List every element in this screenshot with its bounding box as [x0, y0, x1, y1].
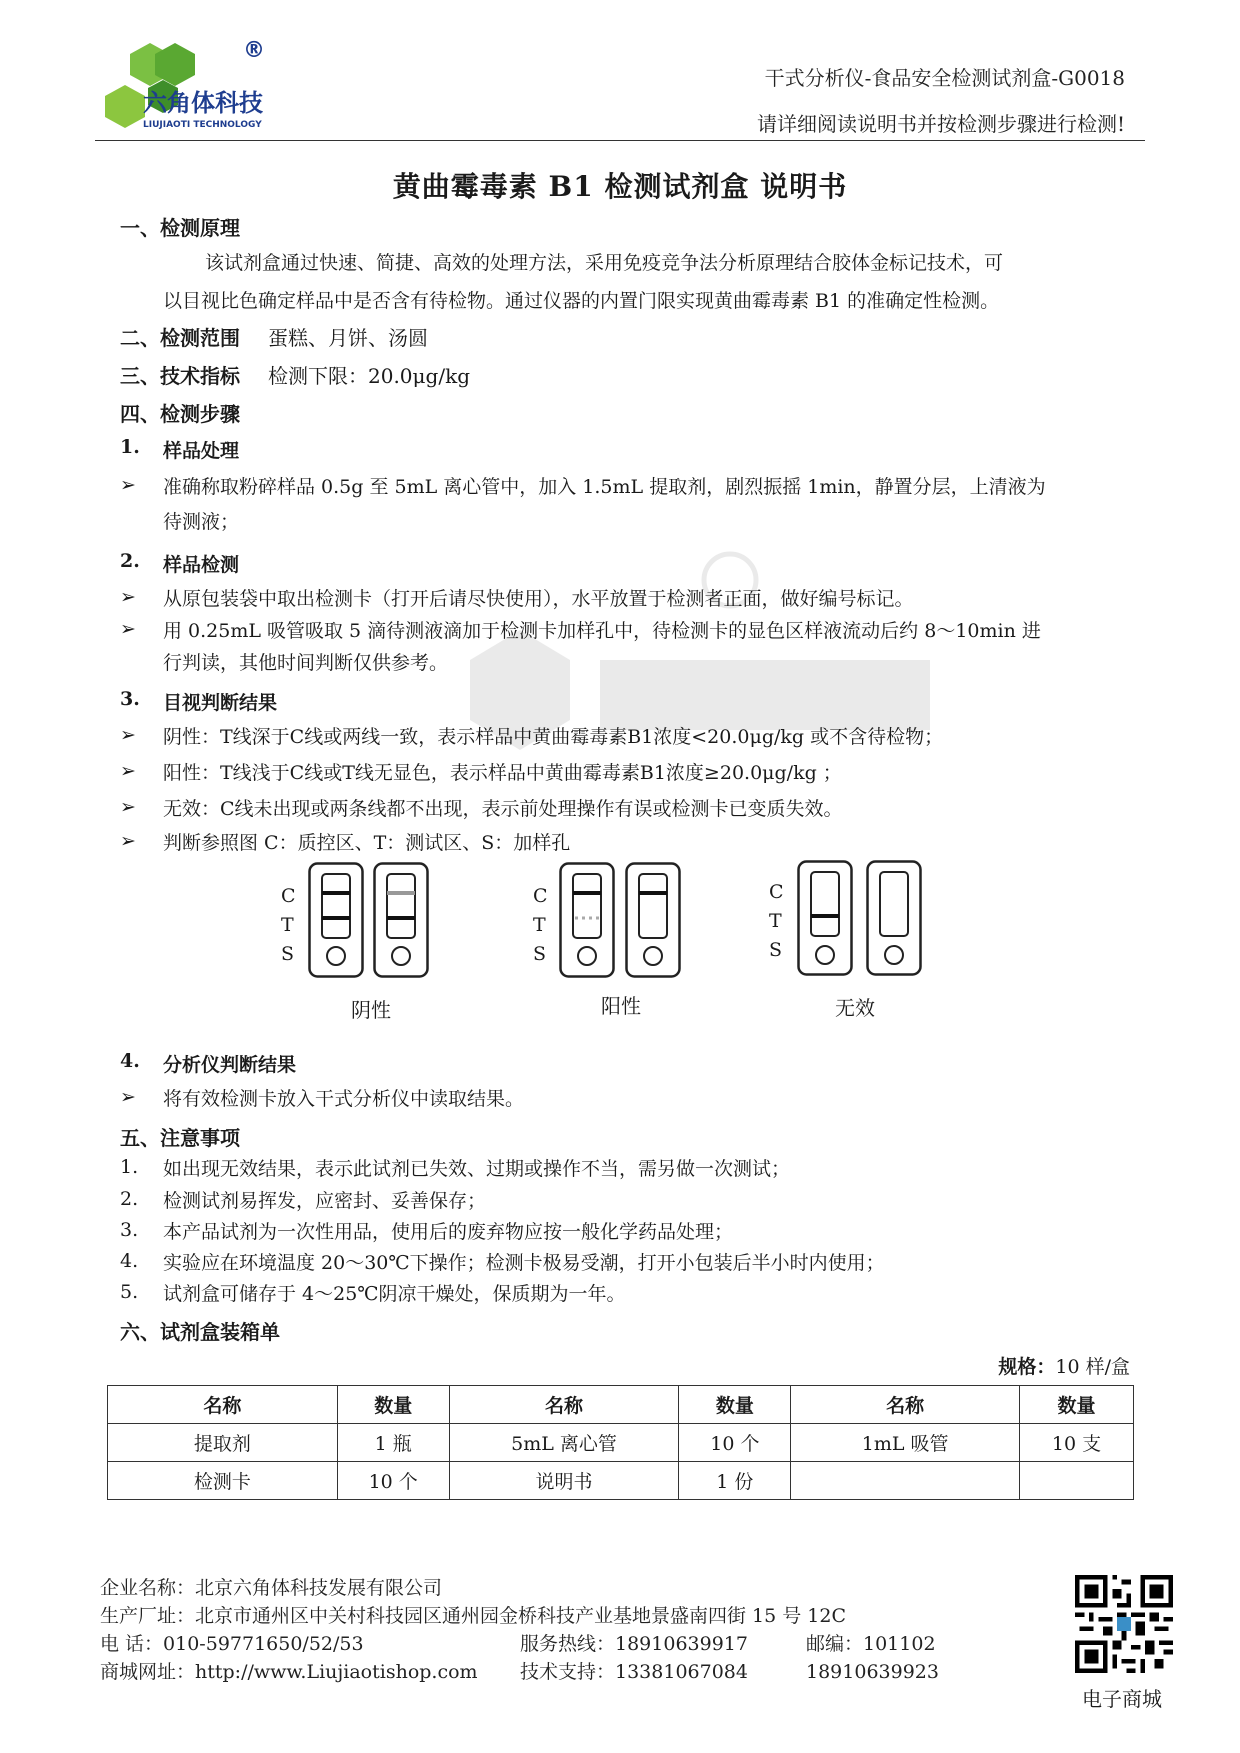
- result-negative: 阴性：T线深于C线或两线一致，表示样品中黄曲霉毒素B1浓度<20.0μg/kg 或不含待检物；: [163, 726, 944, 748]
- note-number: 4.: [120, 1250, 139, 1272]
- principle-line-2: 以目视比色确定样品中是否含有待检物。通过仪器的内置门限实现黄曲霉毒素 B1 的准确定性检测。: [163, 290, 1000, 312]
- diagram-letters-invalid: [769, 878, 784, 965]
- diagram-letters-positive: [533, 882, 548, 969]
- scope-value: 蛋糕、月饼、汤圆: [268, 326, 428, 350]
- table-cell: 检测卡: [108, 1462, 338, 1500]
- section-scope-heading: 二、检测范围: [120, 326, 240, 350]
- table-cell: 1mL 吸管: [791, 1424, 1020, 1462]
- section-procedure-heading: 四、检测步骤: [120, 402, 240, 426]
- footer-phone: 电 话：010-59771650/52/53: [100, 1633, 364, 1655]
- column-header: 名称: [791, 1386, 1020, 1424]
- step-1-number: 1.: [120, 436, 140, 458]
- letter-s: S: [281, 943, 295, 965]
- step-2-bullet-1: 从原包装袋中取出检测卡（打开后请尽快使用），水平放置于检测者正面，做好编号标记。: [163, 588, 914, 610]
- spec-amount: 10 样/盒: [1055, 1356, 1130, 1378]
- step-4-title: 分析仪判断结果: [163, 1054, 297, 1076]
- footer-website: 商城网址：http://www.Liujiaotishop.com: [100, 1661, 478, 1683]
- step-1-title: 样品处理: [163, 440, 240, 462]
- note-number: 5.: [120, 1281, 139, 1303]
- letter-t: T: [533, 914, 546, 936]
- column-header: 名称: [449, 1386, 679, 1424]
- qr-code-label: 电子商城: [1082, 1687, 1162, 1711]
- step-2-bullet-2-line-1: 用 0.25mL 吸管吸取 5 滴待测液滴加于检测卡加样孔中，待检测卡的显色区样液流动后约 8～10min 进: [163, 620, 1041, 642]
- footer-address: 生产厂址：北京市通州区中关村科技园区通州园金桥科技产业基地景盛南四街 15 号 12C: [100, 1605, 847, 1627]
- principle-line-1: 该试剂盒通过快速、简捷、高效的处理方法，采用免疫竞争法分析原理结合胶体金标记技术，可: [205, 252, 1004, 274]
- column-header: 名称: [108, 1386, 338, 1424]
- test-card-invalid-1: [797, 860, 853, 976]
- registered-mark: ®: [243, 38, 265, 63]
- bullet-arrow-icon: ➢: [120, 830, 136, 852]
- result-positive: 阳性：T线浅于C线或T线无显色，表示样品中黄曲霉毒素B1浓度≥20.0μg/kg ；: [163, 762, 842, 784]
- bullet-arrow-icon: ➢: [120, 796, 136, 818]
- footer-company: 企业名称：北京六角体科技发展有限公司: [100, 1577, 443, 1599]
- test-card-negative-1: [308, 862, 364, 978]
- test-card-positive-2: [625, 862, 681, 978]
- test-card-invalid-2: [866, 860, 922, 976]
- section-notes-heading: 五、注意事项: [120, 1126, 240, 1150]
- letter-t: T: [281, 914, 294, 936]
- footer-support: 技术支持：13381067084: [520, 1661, 748, 1683]
- letter-c: C: [533, 885, 548, 907]
- header-divider: [95, 140, 1145, 141]
- table-cell: [1020, 1462, 1134, 1500]
- note-item: 如出现无效结果，表示此试剂已失效、过期或操作不当，需另做一次测试；: [163, 1158, 791, 1180]
- table-cell: 10 支: [1020, 1424, 1134, 1462]
- brand-name-en: LIUJIAOTI TECHNOLOGY: [143, 120, 262, 130]
- note-number: 3.: [120, 1219, 139, 1241]
- table-cell: 提取剂: [108, 1424, 338, 1462]
- table-cell: 5mL 离心管: [449, 1424, 679, 1462]
- spec-value: 检测下限：20.0μg/kg: [268, 364, 470, 388]
- step-1-bullet-line-2: 待测液；: [163, 511, 240, 533]
- table-row: [108, 1424, 1134, 1462]
- spec-label: 规格：: [998, 1356, 1056, 1378]
- table-cell: 10 个: [337, 1462, 449, 1500]
- footer-hotline: 服务热线：18910639917: [520, 1633, 748, 1655]
- step-2-number: 2.: [120, 550, 140, 572]
- table-header-row: [108, 1386, 1134, 1424]
- footer-postcode: 邮编：101102: [806, 1633, 936, 1655]
- step-2-title: 样品检测: [163, 554, 240, 576]
- package-spec: [998, 1352, 1130, 1379]
- result-invalid: 无效：C线未出现或两条线都不出现，表示前处理操作有误或检测卡已变质失效。: [163, 798, 843, 820]
- section-packing-heading: 六、试剂盒装箱单: [120, 1320, 280, 1344]
- step-4-bullet-1: 将有效检测卡放入干式分析仪中读取结果。: [163, 1088, 525, 1110]
- column-header: 数量: [1020, 1386, 1134, 1424]
- header-instruction: 请详细阅读说明书并按检测步骤进行检测!: [756, 112, 1125, 136]
- reference-legend: 判断参照图 C：质控区、T：测试区、S：加样孔: [163, 832, 571, 854]
- test-card-negative-2: [373, 862, 429, 978]
- note-item: 实验应在环境温度 20～30℃下操作；检测卡极易受潮，打开小包装后半小时内使用；: [163, 1252, 885, 1274]
- diagram-letters-negative: [281, 882, 296, 969]
- step-4-number: 4.: [120, 1050, 140, 1072]
- note-item: 检测试剂易挥发，应密封、妥善保存；: [163, 1190, 487, 1212]
- table-cell: [791, 1462, 1020, 1500]
- letter-s: S: [769, 939, 783, 961]
- note-number: 2.: [120, 1188, 139, 1210]
- letter-c: C: [769, 881, 784, 903]
- header-product-line: 干式分析仪-食品安全检测试剂盒-G0018: [764, 66, 1125, 90]
- test-card-positive-1: [559, 862, 615, 978]
- note-item: 试剂盒可储存于 4～25℃阴凉干燥处，保质期为一年。: [163, 1283, 626, 1305]
- bullet-arrow-icon: ➢: [120, 1086, 136, 1108]
- column-header: 数量: [337, 1386, 449, 1424]
- footer-web-row: [100, 1657, 939, 1684]
- caption-negative: 阴性: [351, 998, 391, 1022]
- bullet-arrow-icon: ➢: [120, 586, 136, 608]
- note-item: 本产品试剂为一次性用品，使用后的废弃物应按一般化学药品处理；: [163, 1221, 734, 1243]
- packing-table: [107, 1385, 1134, 1500]
- bullet-arrow-icon: ➢: [120, 724, 136, 746]
- section-principle-heading: 一、检测原理: [120, 216, 240, 240]
- bullet-arrow-icon: ➢: [120, 474, 136, 496]
- letter-c: C: [281, 885, 296, 907]
- step-2-bullet-2-line-2: 行判读，其他时间判断仅供参考。: [163, 652, 449, 674]
- document-title: 黄曲霉毒素 B1 检测试剂盒 说明书: [392, 170, 848, 203]
- letter-t: T: [769, 910, 782, 932]
- table-cell: 1 份: [679, 1462, 791, 1500]
- caption-invalid: 无效: [835, 996, 875, 1020]
- note-number: 1.: [120, 1156, 139, 1178]
- step-3-number: 3.: [120, 688, 140, 710]
- brand-name-cn: 六角体科技: [143, 89, 263, 117]
- table-cell: 说明书: [449, 1462, 679, 1500]
- company-logo: [95, 35, 295, 140]
- column-header: 数量: [679, 1386, 791, 1424]
- table-cell: 1 瓶: [337, 1424, 449, 1462]
- section-spec: [120, 360, 470, 389]
- table-cell: 10 个: [679, 1424, 791, 1462]
- step-3-title: 目视判断结果: [163, 692, 278, 714]
- qr-code-icon[interactable]: [1075, 1575, 1173, 1673]
- bullet-arrow-icon: ➢: [120, 760, 136, 782]
- caption-positive: 阳性: [601, 994, 641, 1018]
- bullet-arrow-icon: ➢: [120, 618, 136, 640]
- letter-s: S: [533, 943, 547, 965]
- section-spec-heading: 三、技术指标: [120, 364, 240, 388]
- footer-support-2: 18910639923: [806, 1661, 939, 1683]
- table-row: [108, 1462, 1134, 1500]
- footer-contact-row: [100, 1629, 936, 1656]
- section-scope: [120, 322, 428, 351]
- step-1-bullet-line-1: 准确称取粉碎样品 0.5g 至 5mL 离心管中，加入 1.5mL 提取剂，剧烈振摇 1min，静置分层，上清液为: [163, 476, 1046, 498]
